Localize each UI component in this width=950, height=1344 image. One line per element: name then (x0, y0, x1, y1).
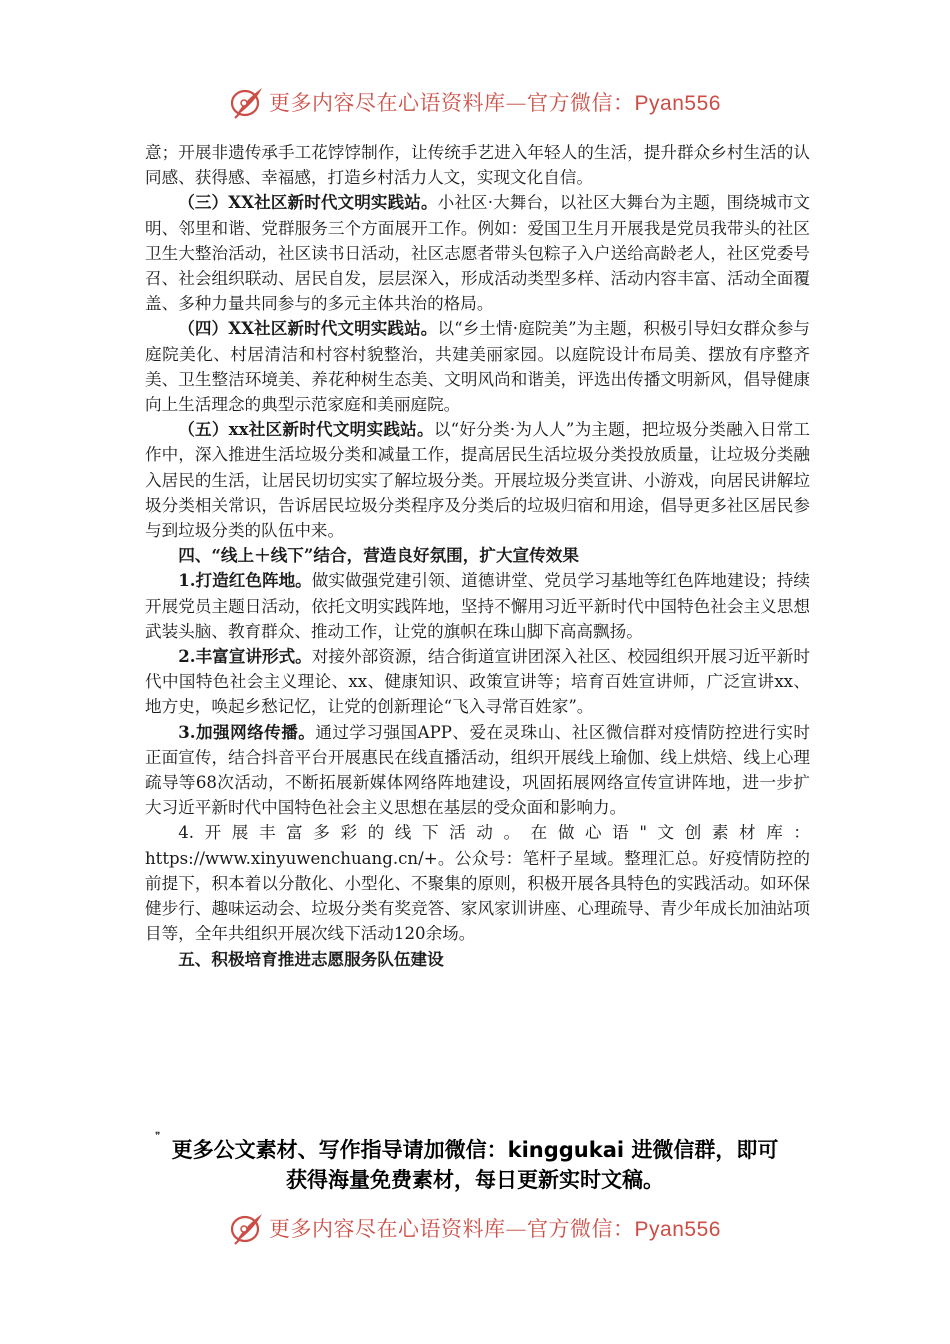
paragraph-heading: 2.丰富宣讲形式。 (178, 646, 312, 667)
banner-sep: — (505, 91, 528, 115)
paragraph-text: 4.开展丰富多彩的线下活动。在做心语"文创素材库：https://www.xinyuwenchuang.cn/+。公众号：笔杆子星域。整理汇总。好疫情防控的前提下，积本着以分散化、小型化、不聚集的原则，积极开展各具特色的实践活动。如环保健步行、趣味运动会、垃圾分类有奖竞答、家风家训讲座、心理疏导、青少年成长加油站项目等，全年共组织开展次线下活动120余场。 (145, 823, 810, 944)
paragraph-text: 意；开展非遗传承手工花饽饽制作，让传统手艺进入年轻人的生活，提升群众乡村生活的认同感、获得感、幸福感，打造乡村活力人文，实现文化自信。 (145, 143, 810, 188)
section-heading-5: 五、积极培育推进志愿服务队伍建设 (178, 948, 444, 969)
promo-note (140, 1135, 810, 1195)
banner-official: 官方微信： (527, 91, 635, 115)
paragraph-heading: 3.加强网络传播。 (178, 721, 316, 742)
paragraph-text: 以“好分类·为人人”为主题，把垃圾分类融入日常工作中，深入推进生活垃圾分类和减量工作，提高居民生活垃圾分类投放质量，让垃圾分类融入居民的生活，让居民切切实实了解垃圾分类。开展垃圾分类宣讲、小游戏，向居民讲解垃圾分类相关常识，告诉居民垃圾分类程序及分类后的垃圾归宿和用途，倡导更多社区居民参与到垃圾分类的队伍中来。 (145, 420, 810, 541)
quill-logo-icon (229, 84, 265, 120)
paragraph-text: 以“乡土情·庭院美”为主题，积极引导妇女群众参与庭院美化、村居清洁和村容村貌整治，共建美丽家园。以庭院设计布局美、摆放有序整齐美、卫生整洁环境美、养花种树生态美、文明风尚和谐美，评选出传播文明新风，倡导健康向上生活理念的典型示范家庭和美丽庭院。 (145, 319, 810, 415)
paragraph-text: 做实做强党建引领、道德讲堂、党员学习基地等红色阵地建设；持续开展党员主题日活动，依托文明实践阵地，坚持不懈用习近平新时代中国特色社会主义思想武装头脑、教育群众、推动工作，让党的旗帜在珠山脚下高高飘扬。 (145, 571, 810, 641)
banner-official: 官方微信： (527, 1217, 635, 1241)
paragraph-text: 小社区·大舞台，以社区大舞台为主题，围绕城市文明、邻里和谐、党群服务三个方面展开工作。例如：爱国卫生月开展我是党员我带头的社区卫生大整治活动，社区读书日活动，社区志愿者带头包粽子入户送给高龄老人，社区党委号召、社会组织联动、居民自发，层层深入，形成活动类型多样、活动内容丰富、活动全面覆盖、多种力量共同参与的多元主体共治的格局。 (145, 193, 811, 314)
banner-wechat: Pyan556 (634, 1218, 721, 1241)
paragraph-2 (145, 316, 810, 417)
header-watermark-banner (0, 84, 950, 120)
promo-line-2: 获得海量免费素材，每日更新实时文稿。 (286, 1168, 664, 1192)
banner-main: 更多内容尽在心语资料库 (269, 1217, 506, 1241)
paragraph-3 (145, 417, 810, 543)
quill-logo-icon (229, 1210, 265, 1246)
banner-text (269, 87, 721, 117)
promo-line-1: 更多公文素材、写作指导请加微信：kinggukai 进微信群，即可 (171, 1138, 779, 1162)
paragraph-6 (145, 644, 810, 720)
paragraph-5 (145, 568, 810, 644)
footer-watermark-banner (0, 1210, 950, 1246)
quote-mark-icon: ❞ (155, 1131, 161, 1142)
paragraph-heading: （三）XX社区新时代文明实践站。 (178, 192, 438, 213)
section-heading-4: 四、“线上＋线下”结合，营造良好氛围，扩大宣传效果 (178, 545, 579, 566)
paragraph-0 (145, 140, 810, 190)
banner-sep: — (505, 1217, 528, 1241)
paragraph-heading: （四）XX社区新时代文明实践站。 (178, 318, 438, 339)
paragraph-heading: （五）xx社区新时代文明实践站。 (178, 419, 434, 440)
paragraph-text: 通过学习强国APP、爱在灵珠山、社区微信群对疫情防控进行实时正面宣传，结合抖音平台开展惠民在线直播活动，组织开展线上瑜伽、线上烘焙、线上心理疏导等68次活动，不断拓展新媒体网络阵地建设，巩固拓展网络宣传宣讲阵地，进一步扩大习近平新时代中国特色社会主义思想在基层的受众面和影响力。 (145, 722, 811, 818)
paragraph-8 (145, 820, 810, 946)
document-body (145, 140, 810, 972)
paragraph-heading: 1.打造红色阵地。 (178, 570, 312, 591)
banner-main: 更多内容尽在心语资料库 (269, 91, 506, 115)
banner-text (269, 1213, 721, 1243)
paragraph-1 (145, 190, 810, 316)
paragraph-7 (145, 720, 810, 821)
paragraph-text: 对接外部资源，结合街道宣讲团深入社区、校园组织开展习近平新时代中国特色社会主义理论、xx、健康知识、政策宣讲等；培育百姓宣讲师，广泛宣讲xx、地方史，唤起乡愁记忆，让党的创新理论“飞入寻常百姓家”。 (145, 647, 810, 717)
banner-wechat: Pyan556 (634, 92, 721, 115)
